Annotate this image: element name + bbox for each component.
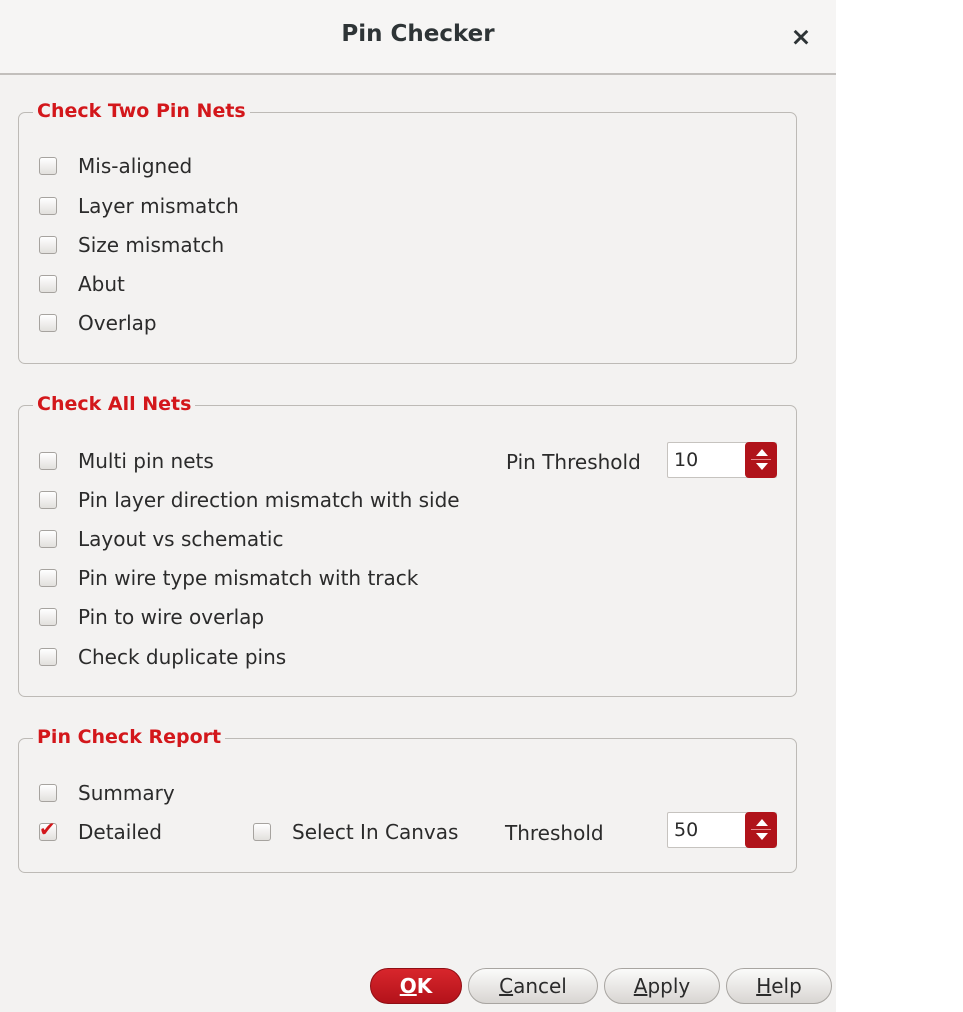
pin-threshold-value[interactable]: 10 <box>674 449 699 471</box>
checkbox-summary[interactable] <box>39 784 57 802</box>
help-mnemonic: H <box>756 974 772 998</box>
apply-label: pply <box>647 974 691 998</box>
increment-arrow-icon[interactable] <box>756 449 768 456</box>
checkbox-row-layout-vs-schematic[interactable] <box>39 524 284 554</box>
checkbox-row-pin-wire-type[interactable] <box>39 563 418 593</box>
threshold-stepper[interactable] <box>745 812 777 848</box>
checkbox-row-multi-pin-nets[interactable] <box>39 446 214 476</box>
title-bar <box>0 0 836 75</box>
help-button[interactable] <box>726 968 832 1004</box>
threshold-label: Threshold <box>505 821 604 845</box>
apply-mnemonic: A <box>633 974 648 998</box>
checkbox-label: Check duplicate pins <box>78 645 287 669</box>
checkbox-row-summary[interactable] <box>39 778 175 808</box>
check-all-nets-group <box>18 393 797 697</box>
checkbox-label: Select In Canvas <box>292 820 459 844</box>
pin-threshold-stepper[interactable] <box>745 442 777 478</box>
group-title-report: Pin Check Report <box>33 725 225 749</box>
decrement-arrow-icon[interactable] <box>756 463 768 470</box>
apply-button[interactable] <box>604 968 720 1004</box>
help-label: elp <box>771 974 802 998</box>
cancel-mnemonic: C <box>499 974 514 998</box>
close-icon[interactable]: × <box>790 22 812 51</box>
checkbox-row-overlap[interactable] <box>39 308 157 338</box>
checkbox-row-select-in-canvas[interactable] <box>253 817 458 847</box>
checkbox-duplicate-pins[interactable] <box>39 648 57 666</box>
cancel-button[interactable] <box>468 968 598 1004</box>
stepper-divider <box>751 829 771 830</box>
pin-threshold-spinbox[interactable] <box>667 442 777 478</box>
checkbox-size-mismatch[interactable] <box>39 236 57 254</box>
checkbox-label: Layout vs schematic <box>78 527 284 551</box>
checkbox-label: Layer mismatch <box>78 194 239 218</box>
checkbox-row-detailed[interactable] <box>39 817 162 847</box>
checkmark-icon: ✔ <box>39 817 56 841</box>
checkbox-label: Overlap <box>78 311 157 335</box>
checkbox-label: Size mismatch <box>78 233 225 257</box>
checkbox-label: Summary <box>78 781 175 805</box>
checkbox-row-layer-mismatch[interactable] <box>39 191 239 221</box>
checkbox-label: Pin wire type mismatch with track <box>78 566 419 590</box>
dialog-title: Pin Checker <box>341 21 495 47</box>
checkbox-multi-pin-nets[interactable] <box>39 452 57 470</box>
pin-threshold-label: Pin Threshold <box>506 450 641 474</box>
checkbox-pin-layer-direction[interactable] <box>39 491 57 509</box>
checkbox-row-pin-to-wire-overlap[interactable] <box>39 602 264 632</box>
threshold-value[interactable]: 50 <box>674 819 699 841</box>
checkbox-abut[interactable] <box>39 275 57 293</box>
checkbox-label: Abut <box>78 272 125 296</box>
checkbox-row-pin-layer-direction[interactable] <box>39 485 460 515</box>
checkbox-layout-vs-schematic[interactable] <box>39 530 57 548</box>
group-title-two-pin-nets: Check Two Pin Nets <box>33 99 250 123</box>
ok-button[interactable] <box>370 968 462 1004</box>
checkbox-select-in-canvas[interactable] <box>253 823 271 841</box>
checkbox-label: Pin to wire overlap <box>78 605 265 629</box>
group-title-all-nets: Check All Nets <box>33 392 195 416</box>
checkbox-row-size-mismatch[interactable] <box>39 230 224 260</box>
checkbox-label: Detailed <box>78 820 162 844</box>
checkbox-pin-to-wire-overlap[interactable] <box>39 608 57 626</box>
checkbox-overlap[interactable] <box>39 314 57 332</box>
checkbox-layer-mismatch[interactable] <box>39 197 57 215</box>
checkbox-mis-aligned[interactable] <box>39 157 57 175</box>
checkbox-pin-wire-type[interactable] <box>39 569 57 587</box>
cancel-label: ancel <box>513 974 567 998</box>
ok-mnemonic: O <box>399 974 417 998</box>
check-two-pin-nets-group <box>18 100 797 364</box>
increment-arrow-icon[interactable] <box>756 819 768 826</box>
checkbox-label: Multi pin nets <box>78 449 214 473</box>
checkbox-row-abut[interactable] <box>39 269 125 299</box>
checkbox-row-duplicate-pins[interactable] <box>39 642 286 672</box>
threshold-spinbox[interactable] <box>667 812 777 848</box>
checkbox-label: Mis-aligned <box>78 154 193 178</box>
checkbox-detailed[interactable] <box>39 817 57 841</box>
decrement-arrow-icon[interactable] <box>756 833 768 840</box>
checkbox-label: Pin layer direction mismatch with side <box>78 488 460 512</box>
ok-label: K <box>416 974 433 998</box>
stepper-divider <box>751 459 771 460</box>
pin-check-report-group <box>18 726 797 873</box>
checkbox-row-mis-aligned[interactable] <box>39 151 192 181</box>
